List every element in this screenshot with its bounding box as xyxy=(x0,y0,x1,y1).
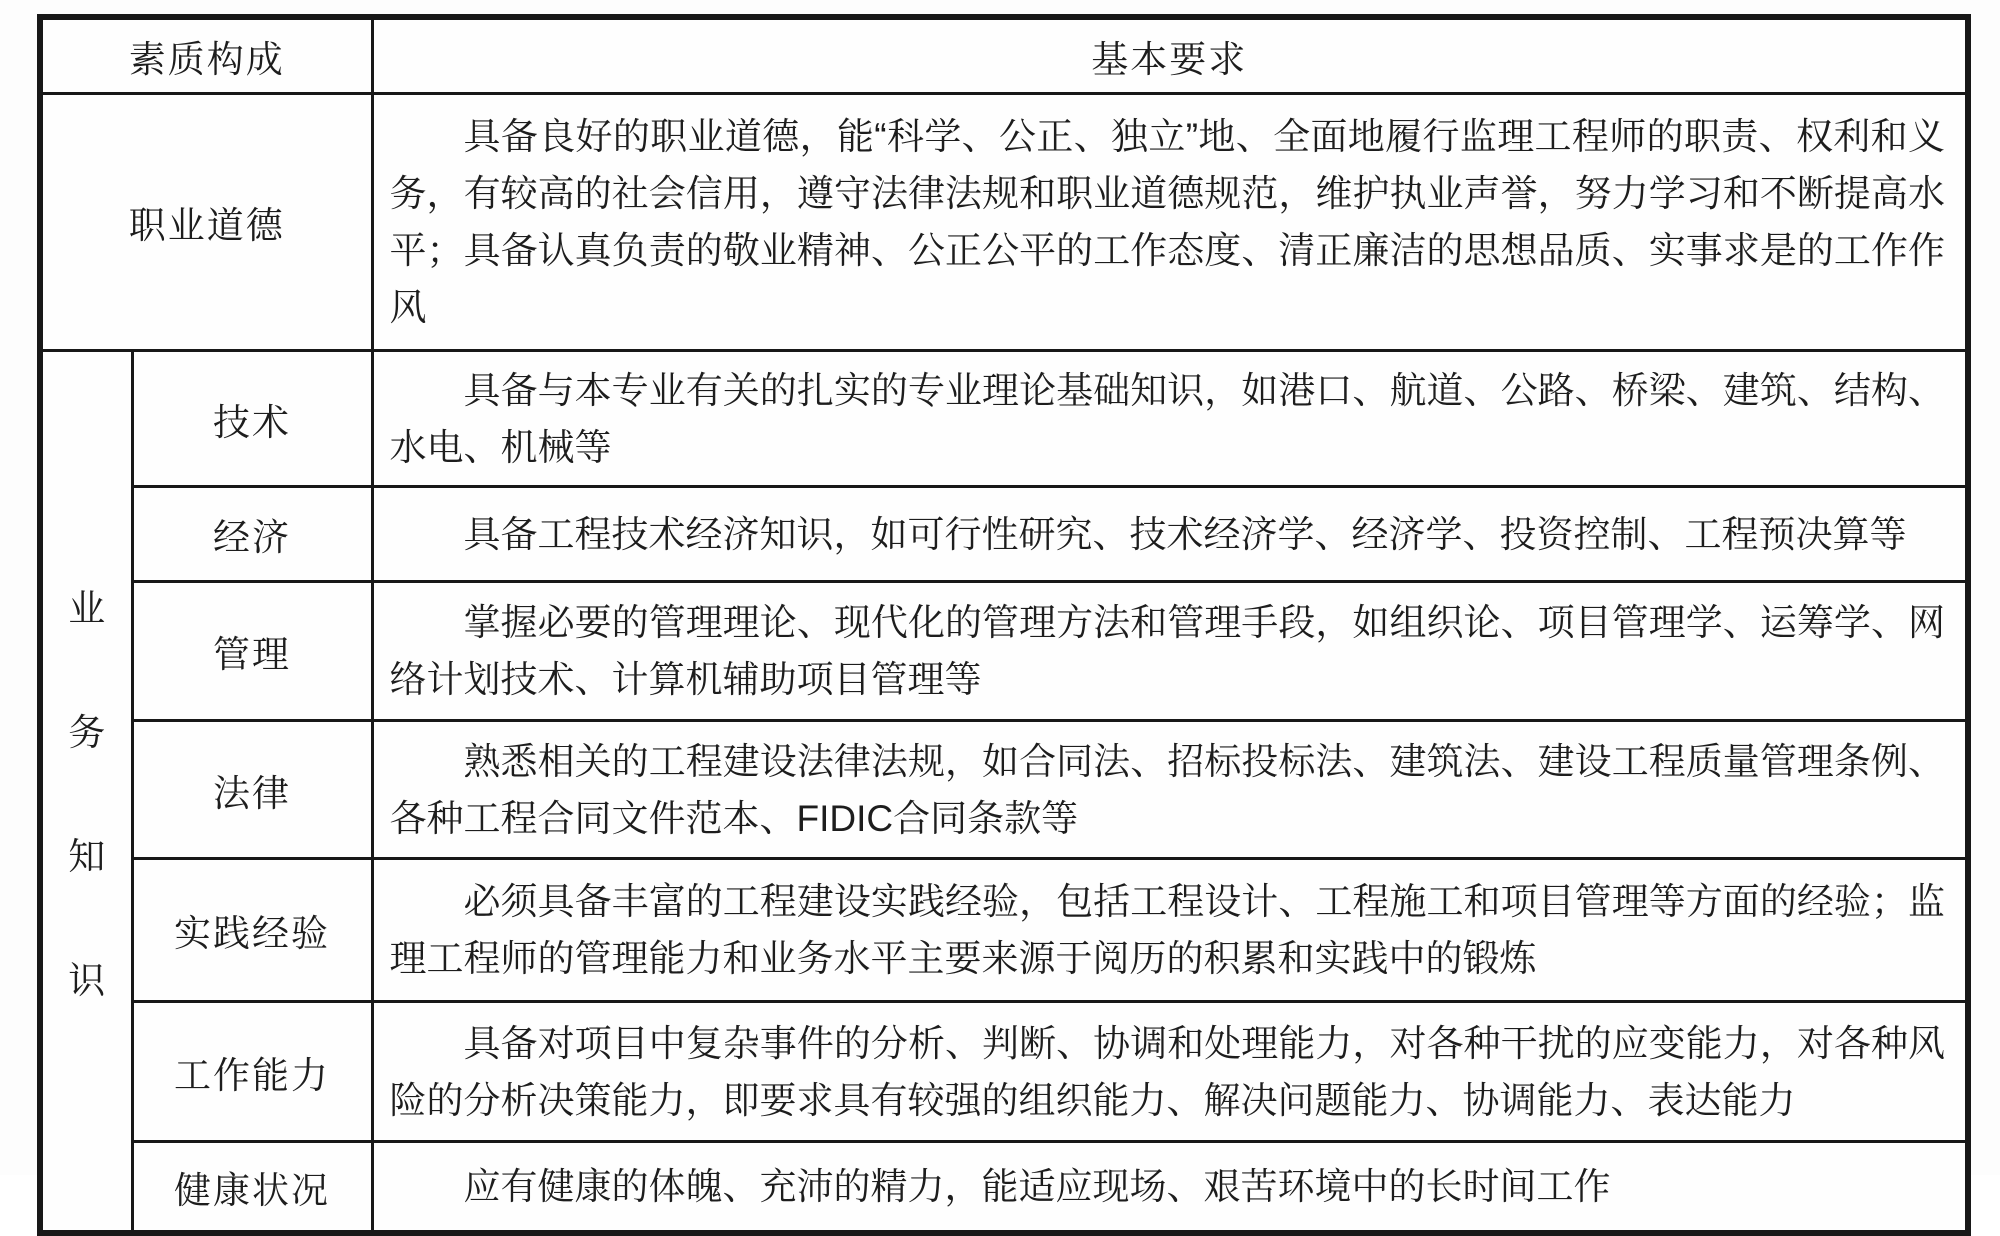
quality-requirements-table xyxy=(37,14,1971,1236)
paragraph-law: 熟悉相关的工程建设法律法规，如合同法、招标投标法、建筑法、建设工程质量管理条例、各种工程合同文件范本、FIDIC合同条款等 xyxy=(389,740,1945,839)
paragraph-practical-experience: 必须具备丰富的工程建设实践经验，包括工程设计、工程施工和项目管理等方面的经验；监理工程师的管理能力和业务水平主要来源于阅历的积累和实践中的锻炼 xyxy=(389,881,1945,979)
row-health-condition xyxy=(40,1142,1968,1234)
cell-practical-experience-text xyxy=(372,859,1968,1002)
group-label-business-knowledge xyxy=(40,351,132,1234)
cell-health-condition-text xyxy=(372,1142,1968,1234)
vertical-char: 务 xyxy=(68,712,106,753)
row-label-management: 管理 xyxy=(132,582,372,721)
cell-professional-ethics-text xyxy=(372,94,1968,351)
paragraph-technical: 具备与本专业有关的扎实的专业理论基础知识，如港口、航道、公路、桥梁、建筑、结构、水电、机械等 xyxy=(389,369,1945,468)
cell-technical-text xyxy=(372,351,1968,487)
header-cell-requirements: 基本要求 xyxy=(372,17,1968,94)
row-label-technical: 技术 xyxy=(132,351,372,487)
row-work-ability xyxy=(40,1002,1968,1142)
row-technical xyxy=(40,351,1968,487)
row-label-health-condition: 健康状况 xyxy=(132,1142,372,1234)
row-label-work-ability: 工作能力 xyxy=(132,1002,372,1142)
row-label-practical-experience: 实践经验 xyxy=(132,859,372,1002)
paragraph-management: 掌握必要的管理理论、现代化的管理方法和管理手段，如组织论、项目管理学、运筹学、网络计划技术、计算机辅助项目管理等 xyxy=(389,602,1945,700)
paragraph-economics: 具备工程技术经济知识，如可行性研究、技术经济学、经济学、投资控制、工程预决算等 xyxy=(463,513,1907,555)
row-professional-ethics xyxy=(40,94,1968,351)
row-law xyxy=(40,721,1968,859)
cell-management-text xyxy=(372,582,1968,721)
paragraph-health-condition: 应有健康的体魄、充沛的精力，能适应现场、艰苦环境中的长时间工作 xyxy=(463,1166,1611,1207)
cell-economics-text xyxy=(372,487,1968,582)
cell-work-ability-text xyxy=(372,1002,1968,1142)
row-management xyxy=(40,582,1968,721)
cell-law-text xyxy=(372,721,1968,859)
row-label-economics: 经济 xyxy=(132,487,372,582)
vertical-char: 识 xyxy=(68,960,106,1001)
row-label-law: 法律 xyxy=(132,721,372,859)
header-cell-quality: 素质构成 xyxy=(40,17,372,94)
header-row xyxy=(40,17,1968,94)
row-economics xyxy=(40,487,1968,582)
vertical-label-stack xyxy=(44,578,130,1004)
vertical-char: 知 xyxy=(68,836,106,877)
row-label-professional-ethics: 职业道德 xyxy=(40,94,372,351)
paragraph-professional-ethics: 具备良好的职业道德，能“科学、公正、独立”地、全面地履行监理工程师的职责、权利和义务，有较高的社会信用，遵守法律法规和职业道德规范，维护执业声誉，努力学习和不断提高水平；具备认真负责的敬业精神、公正公平的工作态度、清正廉洁的思想品质、实事求是的工作作风 xyxy=(389,116,1945,328)
row-practical-experience xyxy=(40,859,1968,1002)
paragraph-work-ability: 具备对项目中复杂事件的分析、判断、协调和处理能力，对各种干扰的应变能力，对各种风险的分析决策能力，即要求具有较强的组织能力、解决问题能力、协调能力、表达能力 xyxy=(389,1022,1945,1121)
vertical-char: 业 xyxy=(68,588,106,629)
